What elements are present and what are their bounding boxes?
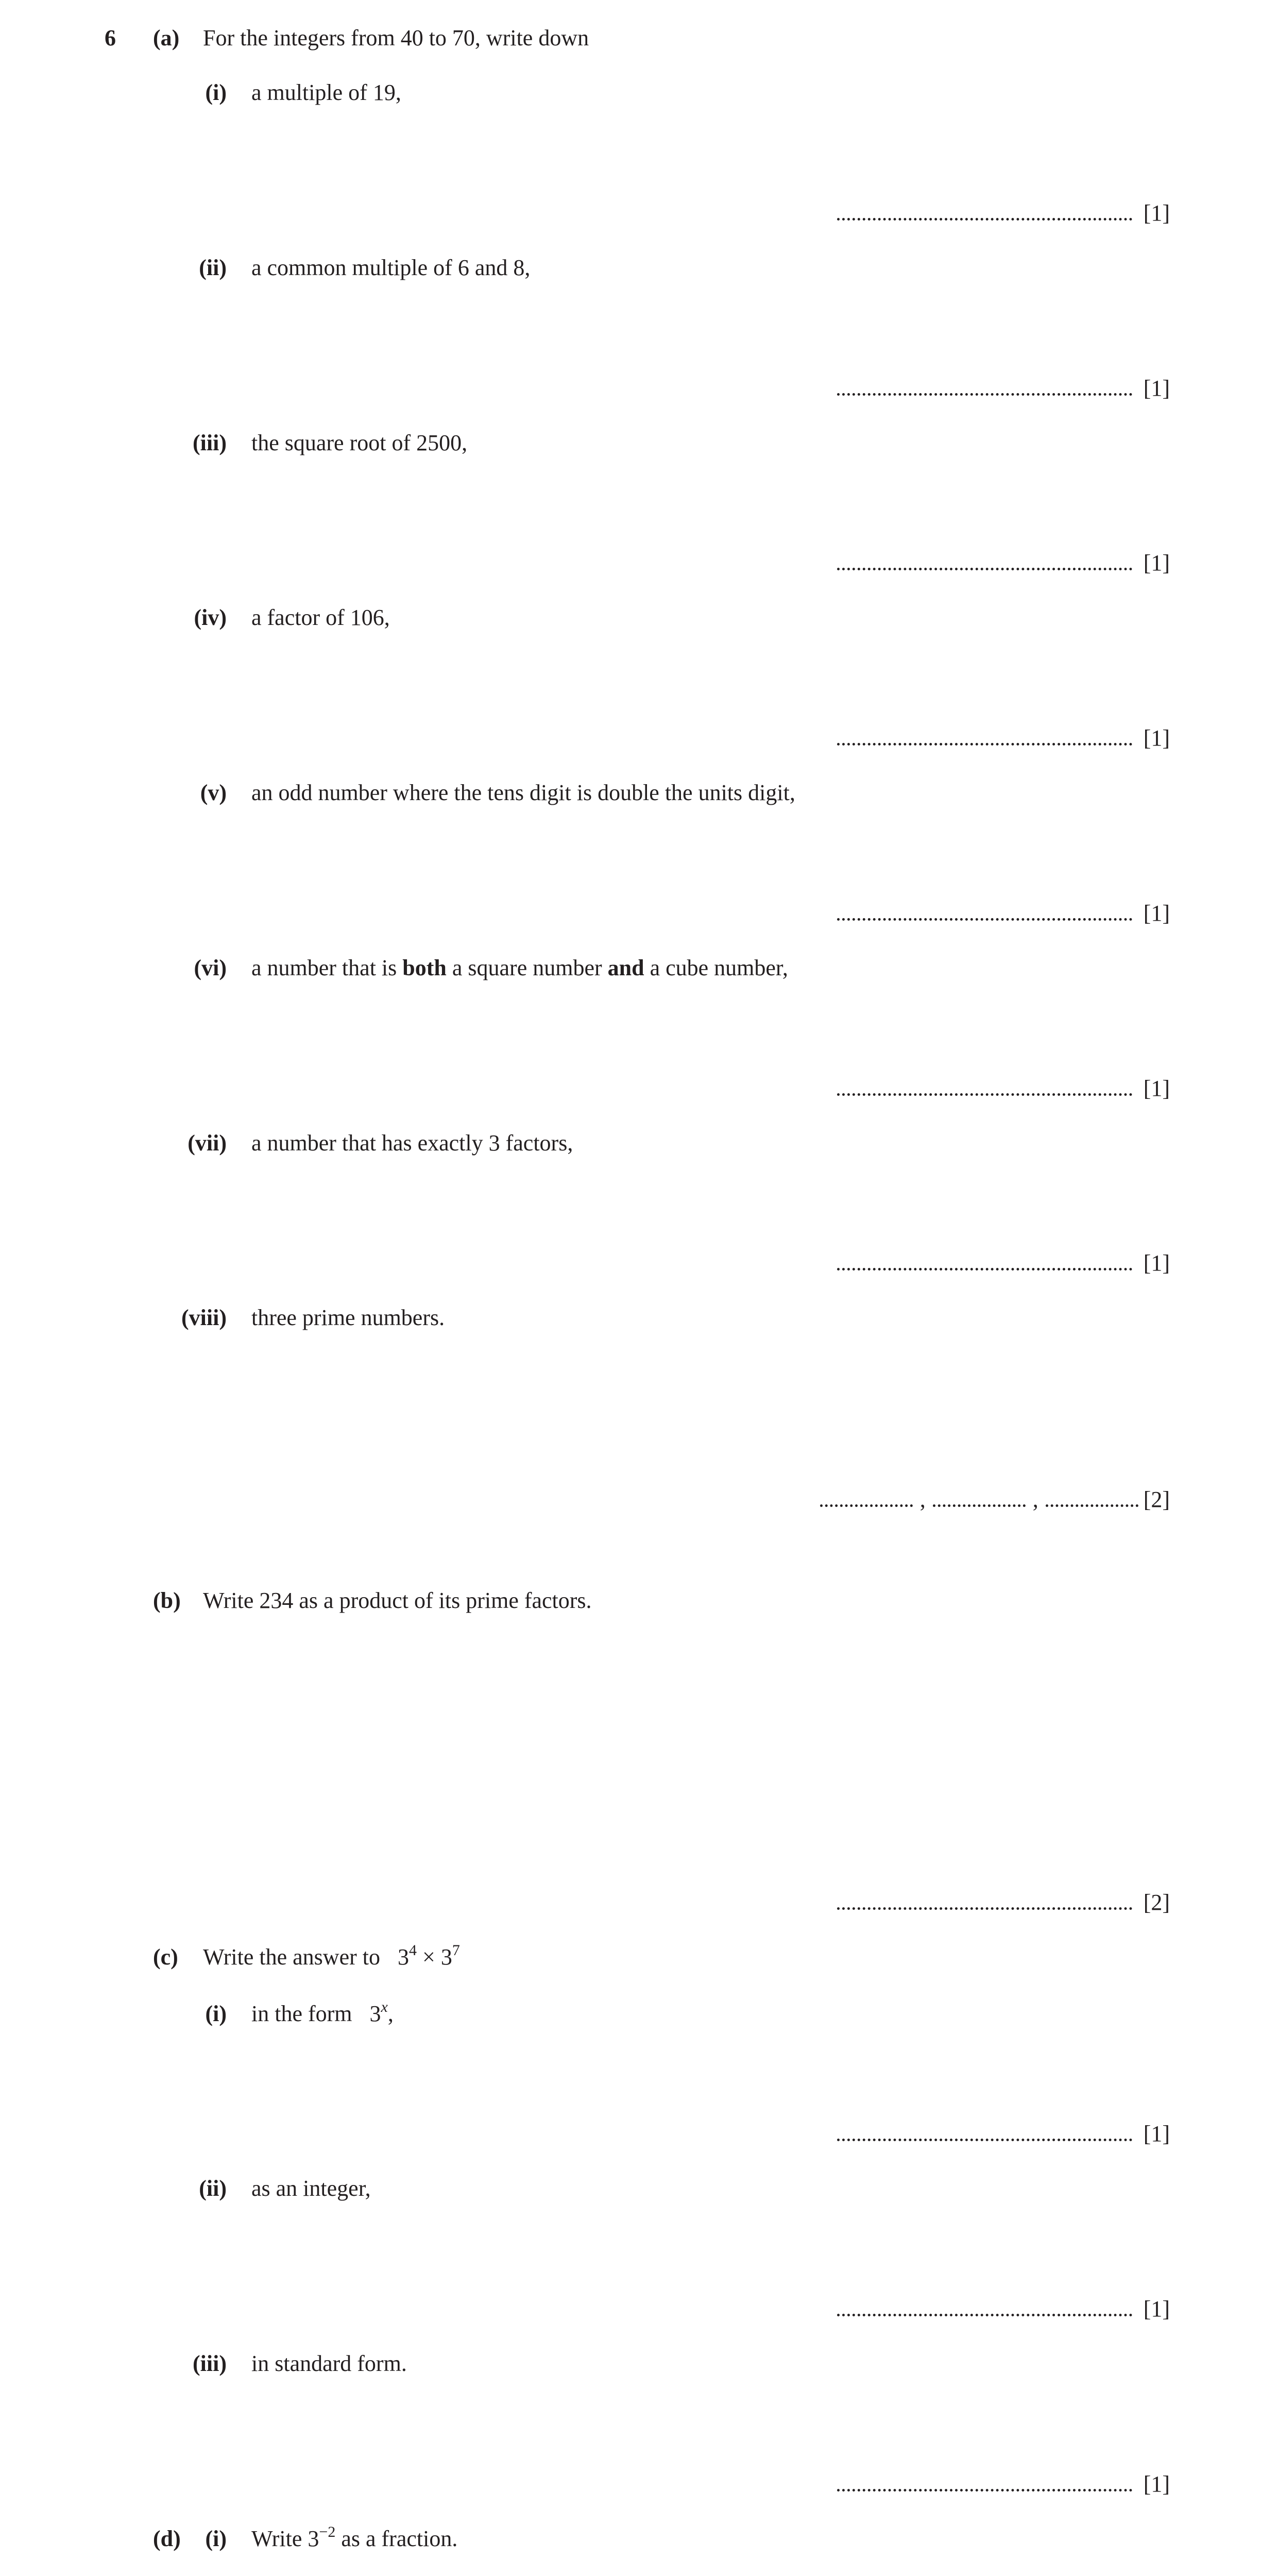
- part-a-stem: For the integers from 40 to 70, write down: [203, 25, 589, 50]
- part-a-iv-text: a factor of 106,: [251, 605, 390, 630]
- base: 3: [440, 1944, 452, 1970]
- stem-text: Write the answer to: [203, 1944, 380, 1970]
- part-a-i-label: (i): [205, 80, 227, 105]
- answer-dots-2[interactable]: [933, 1504, 1026, 1507]
- part-a-vi-label: (vi): [194, 955, 227, 980]
- answer-dots-3[interactable]: [1046, 1504, 1138, 1507]
- part-d-i-label: (i): [205, 2526, 227, 2551]
- part-a-vii-label: (vii): [188, 1130, 227, 1156]
- answer-line-a-vii[interactable]: [837, 1252, 1170, 1275]
- part-b-label: (b): [153, 1588, 181, 1613]
- text-segment: in the form: [251, 2001, 352, 2026]
- answer-line-a-ii[interactable]: [837, 377, 1170, 400]
- answer-dots[interactable]: [837, 568, 1132, 570]
- text-segment: ,: [387, 2001, 394, 2026]
- operator: ×: [417, 1944, 441, 1970]
- answer-line-b[interactable]: [837, 1891, 1170, 1914]
- marks: [1]: [1143, 376, 1170, 401]
- text-segment: a number that is: [251, 955, 403, 980]
- text-segment: a square number: [446, 955, 608, 980]
- answer-line-c-ii[interactable]: [837, 2298, 1170, 2320]
- part-a-vii-text: a number that has exactly 3 factors,: [251, 1130, 573, 1156]
- part-c-i-text: [251, 1998, 394, 2026]
- answer-line-c-iii[interactable]: [837, 2473, 1170, 2496]
- part-c-iii-text: in standard form.: [251, 2351, 407, 2376]
- part-a-ii-label: (ii): [199, 255, 227, 280]
- text-segment: as a fraction.: [335, 2526, 458, 2551]
- part-d-i-text: [251, 2523, 458, 2551]
- answer-dots[interactable]: [837, 1907, 1132, 1910]
- marks: [1]: [1143, 1250, 1170, 1276]
- part-a-iv-label: (iv): [194, 605, 227, 630]
- exponent: 7: [452, 1942, 460, 1959]
- base: 3: [369, 2001, 381, 2026]
- exponent: x: [381, 1998, 388, 2015]
- part-a-v-label: (v): [200, 780, 227, 805]
- answer-dots[interactable]: [837, 918, 1132, 921]
- marks: [1]: [1143, 901, 1170, 926]
- answer-line-a-v[interactable]: [837, 902, 1170, 925]
- part-a-iii-label: (iii): [193, 430, 227, 455]
- part-d-label: (d): [153, 2526, 181, 2551]
- emphasis-both: both: [402, 955, 447, 980]
- exponent: 4: [409, 1942, 417, 1959]
- expression: [398, 1944, 460, 1970]
- marks: [1]: [1143, 550, 1170, 575]
- part-c-ii-label: (ii): [199, 2176, 227, 2201]
- marks: [1]: [1143, 2296, 1170, 2321]
- answer-dots[interactable]: [837, 743, 1132, 745]
- separator: ,: [1032, 1487, 1038, 1512]
- part-a-viii-label: (viii): [181, 1305, 227, 1330]
- answer-dots[interactable]: [837, 218, 1132, 221]
- answer-line-c-i[interactable]: [837, 2123, 1170, 2145]
- part-c-i-label: (i): [205, 2001, 227, 2026]
- part-a-v-text: an odd number where the tens digit is double the units digit,: [251, 780, 795, 805]
- exponent: −2: [319, 2523, 336, 2540]
- base: 3: [398, 1944, 409, 1970]
- marks: [1]: [1143, 2121, 1170, 2146]
- answer-dots[interactable]: [837, 1268, 1132, 1270]
- answer-dots[interactable]: [837, 2314, 1132, 2316]
- part-c-ii-text: as an integer,: [251, 2176, 371, 2201]
- answer-line-a-i[interactable]: [837, 202, 1170, 225]
- part-a-vi-text: [251, 957, 788, 979]
- answer-dots[interactable]: [837, 1093, 1132, 1096]
- part-a-ii-text: a common multiple of 6 and 8,: [251, 255, 531, 280]
- part-a-viii-text: three prime numbers.: [251, 1305, 445, 1330]
- marks: [2]: [1143, 1487, 1170, 1512]
- text-segment: Write 3: [251, 2526, 319, 2551]
- answer-line-a-viii[interactable]: [820, 1488, 1170, 1511]
- part-a-label: (a): [153, 25, 180, 50]
- part-c-iii-label: (iii): [193, 2351, 227, 2376]
- emphasis-and: and: [607, 955, 644, 980]
- marks: [1]: [1143, 725, 1170, 751]
- answer-dots[interactable]: [837, 2489, 1132, 2492]
- answer-line-a-iii[interactable]: [837, 552, 1170, 574]
- part-a-iii-text: the square root of 2500,: [251, 430, 468, 455]
- marks: [1]: [1143, 200, 1170, 226]
- marks: [2]: [1143, 1890, 1170, 1915]
- part-b-text: Write 234 as a product of its prime factors.: [203, 1588, 592, 1613]
- answer-dots[interactable]: [837, 2139, 1132, 2141]
- part-a-i-text: a multiple of 19,: [251, 80, 401, 105]
- answer-line-a-vi[interactable]: [837, 1077, 1170, 1100]
- separator: ,: [919, 1487, 926, 1512]
- question-number: 6: [105, 25, 116, 50]
- text-segment: a cube number,: [644, 955, 788, 980]
- marks: [1]: [1143, 2471, 1170, 2497]
- answer-dots[interactable]: [837, 393, 1132, 396]
- part-c-label: (c): [153, 1944, 178, 1970]
- answer-line-a-iv[interactable]: [837, 727, 1170, 750]
- marks: [1]: [1143, 1076, 1170, 1101]
- part-c-stem: [203, 1942, 460, 1970]
- answer-dots-1[interactable]: [820, 1504, 913, 1507]
